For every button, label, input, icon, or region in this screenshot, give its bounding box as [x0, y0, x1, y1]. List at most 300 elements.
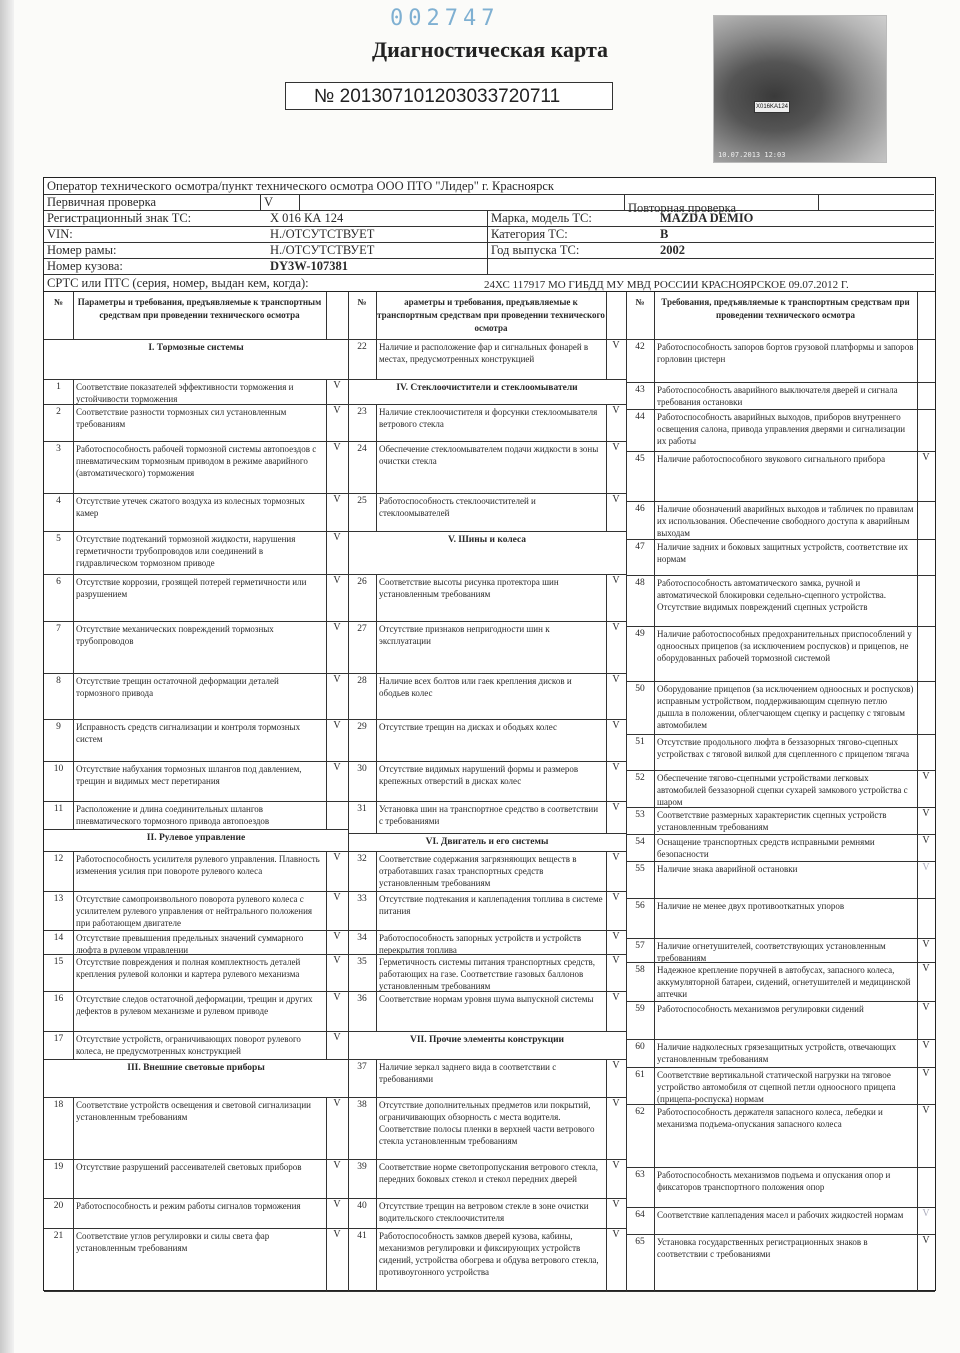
item-number: 7	[56, 624, 61, 634]
grid-line	[326, 1198, 327, 1228]
item-requirement: Наличие знака аварийной остановки	[657, 864, 798, 874]
item-number: 23	[357, 407, 367, 417]
item-number: 11	[53, 804, 64, 814]
check-mark: V	[333, 380, 341, 391]
grid-line	[376, 493, 377, 531]
item-requirement: Соответствие каплепадения масел и рабочих жидкостей нормам	[657, 1210, 904, 1220]
grid-line	[917, 861, 918, 898]
item-number: 54	[635, 837, 645, 847]
repeat-check-label: Повторная проверка	[628, 201, 737, 215]
item-requirement: Отсутствие утечек сжатого воздуха из колесных тормозных камер	[76, 496, 305, 518]
check-mark: V	[612, 1160, 620, 1171]
item-requirement: Отсутствие подтеканий тормозной жидкости, нарушения герметичности трубопроводов или соединений в гидравлическом тормозном приводе	[76, 534, 296, 568]
item-number: 60	[635, 1042, 645, 1052]
item-number: 34	[357, 933, 367, 943]
grid-line	[917, 962, 918, 1001]
item-number: 38	[357, 1100, 367, 1110]
grid-line	[73, 954, 74, 991]
item-requirement: Отсутствие признаков непригодности шин к эксплуатации	[379, 624, 550, 646]
grid-line	[606, 991, 607, 1031]
item-requirement: Работоспособность замков дверей кузова, кабины, механизмов регулировки и фиксирующих устройств сидений, устройства обогрева и обдува ветрового стекла, противоугонного устройства	[379, 1231, 599, 1277]
item-requirement: Соответствие разности тормозных сил установленным требованиям	[76, 407, 287, 429]
check-mark: V	[922, 1105, 930, 1116]
item-requirement: Установка шин на транспортное средство в соответствии с требованиями	[379, 804, 599, 826]
item-number: 41	[357, 1231, 367, 1241]
grid-line	[606, 719, 607, 761]
grid-line	[73, 930, 74, 954]
grid-line	[606, 292, 607, 339]
item-requirement: Отсутствие подтекания и каплепадения топлива в системе питания	[379, 894, 603, 916]
check-mark: V	[612, 1199, 620, 1210]
item-requirement: Работоспособность усилителя рулевого управления. Плавность изменения усилия при повороте рулевого колеса	[76, 854, 320, 876]
check-mark: V	[922, 1040, 930, 1051]
grid-line	[917, 770, 918, 807]
item-requirement: Работоспособность аварийных выходов, приборов внутреннего освещения салона, привода управления дверями и сигнализации их работы	[657, 412, 906, 446]
item-number: 3	[56, 444, 61, 454]
item-number: 32	[357, 854, 367, 864]
check-mark: V	[333, 720, 341, 731]
check-mark: V	[922, 1068, 930, 1079]
item-number: 57	[635, 941, 645, 951]
item-requirement: Отсутствие превышения предельных значений суммарного люфта в рулевом управлении	[76, 933, 304, 954]
check-mark: V	[612, 762, 620, 773]
item-number: 43	[635, 385, 645, 395]
grid-line	[326, 954, 327, 991]
check-mark: V	[333, 494, 341, 505]
item-requirement: Соответствие размерных характеристик сцепных устройств установленным требованиям	[657, 810, 887, 832]
grid-line	[326, 292, 327, 339]
item-number: 19	[53, 1162, 64, 1172]
grid-line	[654, 1067, 655, 1104]
grid-line	[654, 539, 655, 575]
item-number: 65	[635, 1237, 645, 1247]
item-requirement: Оборудование прицепов (за исключением одноосных и роспусков) исправным устройством, поддерживающим сцепную петлю дышла в положении, облегчающем сцепку и расцепку с тяговым автомобилем	[657, 684, 914, 730]
grid-line	[917, 339, 918, 382]
check-mark: V	[612, 1229, 620, 1240]
grid-line	[376, 930, 377, 954]
item-number: 28	[357, 676, 367, 686]
item-requirement: Наличие задних и боковых защитных устройств, соответствие их нормам	[657, 542, 909, 564]
grid-line	[606, 1228, 607, 1291]
item-number: 40	[357, 1201, 367, 1211]
check-mark: V	[612, 622, 620, 633]
check-mark: V	[612, 992, 620, 1003]
grid-line	[606, 801, 607, 833]
check-mark: V	[333, 955, 341, 966]
grid-line	[73, 1031, 74, 1059]
item-requirement: Исправность средств сигнализации и контроля тормозных систем	[76, 722, 301, 744]
inspection-table	[43, 291, 936, 1291]
column-header-text: араметры и требования, предъявляемые к транспортным средствам при проведении технического осмотра	[377, 297, 605, 333]
grid-line	[917, 734, 918, 770]
check-mark: V	[612, 852, 620, 863]
item-number: 24	[357, 444, 367, 454]
grid-line	[917, 807, 918, 834]
grid-line	[73, 761, 74, 801]
item-number: 12	[53, 854, 64, 864]
grid-line	[326, 493, 327, 531]
grid-line	[73, 801, 74, 829]
item-number: 50	[635, 684, 645, 694]
item-requirement: Наличие надколесных грязезащитных устройств, отвечающих установленным требованиям	[657, 1042, 897, 1064]
item-requirement: Наличие работоспособного звукового сигнального прибора	[657, 454, 886, 464]
item-requirement: Отсутствие трещин остаточной деформации деталей тормозного привода	[76, 676, 279, 698]
grid-line	[606, 1159, 607, 1198]
item-number: 64	[635, 1210, 645, 1220]
item-number: 51	[635, 737, 645, 747]
grid-line	[917, 681, 918, 734]
grid-line	[654, 575, 655, 626]
check-mark: V	[333, 575, 341, 586]
column-header-num: №	[53, 297, 64, 307]
item-requirement: Надежное крепление поручней в автобусах, запасного колеса, аккумуляторной батареи, сидений, огнетушителей и медицинской аптечки	[657, 965, 911, 999]
grid-line	[73, 1159, 74, 1198]
grid-line	[917, 292, 918, 339]
grid-line	[654, 382, 655, 409]
item-requirement: Работоспособность механизмов подъема и опускания опор и фиксаторов транспортного положения опор	[657, 1170, 891, 1192]
grid-line	[73, 1198, 74, 1228]
make-model-value: MAZDA DEMIO	[660, 211, 754, 225]
item-requirement: Отсутствие самопроизвольного поворота рулевого колеса с усилителем рулевого управления от нейтрального положения при работающем двигателе	[76, 894, 313, 928]
item-number: 14	[53, 933, 64, 943]
grid-line	[326, 531, 327, 574]
item-requirement: Соответствие нормам уровня шума выпускной системы	[379, 994, 594, 1004]
registration-doc-label: СРТС или ПТС (серия, номер, выдан кем, когда):	[47, 276, 309, 290]
check-mark: V	[333, 852, 341, 863]
item-requirement: Соответствие устройств освещения и световой сигнализации установленным требованиям	[76, 1100, 311, 1122]
grid-line	[376, 1228, 377, 1291]
grid-line	[376, 761, 377, 801]
item-requirement: Работоспособность стеклоочистителей и стеклоомывателей	[379, 496, 536, 518]
check-mark: V	[612, 931, 620, 942]
grid-line	[73, 531, 74, 574]
frame-value: Н./ОТСУТСТВУЕТ	[270, 243, 375, 257]
item-requirement: Наличие работоспособных предохранительных приспособлений у одноосных прицепов (за исключением роспусков) и прицепов, не оборудованных рабочей тормозной системой	[657, 629, 912, 663]
grid-line	[606, 404, 607, 441]
grid-line	[917, 501, 918, 539]
check-mark: V	[333, 931, 341, 942]
item-number: 35	[357, 957, 367, 967]
section-heading: III. Внешние световые приборы	[127, 1063, 265, 1073]
item-requirement: Отсутствие видимых нарушений формы и размеров крепежных отверстий в дисках колес	[379, 764, 579, 786]
grid-line	[73, 891, 74, 930]
item-requirement: Работоспособность аварийного выключателя дверей и сигнала требования остановки	[657, 385, 898, 407]
operator-name: Оператор технического осмотра/пункт технического осмотра ООО ПТО "Лидер" г. Красноярск	[47, 179, 555, 193]
primary-check-mark: V	[264, 195, 274, 209]
check-mark: V	[333, 1098, 341, 1109]
item-number: 27	[357, 624, 367, 634]
item-number: 10	[53, 764, 64, 774]
grid-line	[348, 1291, 626, 1292]
item-requirement: Наличие огнетушителей, соответствующих установленным требованиям	[657, 941, 886, 962]
item-requirement: Соответствие показателей эффективности торможения и устойчивости торможения	[76, 382, 294, 404]
check-mark: V	[922, 939, 930, 950]
photo-timestamp: 10.07.2013 12:03	[718, 151, 786, 159]
item-number: 44	[635, 412, 645, 422]
item-requirement: Соответствие высоты рисунка протектора шин установленным требованиям	[379, 577, 559, 599]
grid-line	[376, 441, 377, 493]
item-number: 52	[635, 773, 645, 783]
grid-line	[917, 1039, 918, 1067]
check-mark: V	[333, 442, 341, 453]
grid-line	[376, 404, 377, 441]
grid-line	[654, 1207, 655, 1234]
grid-line	[376, 719, 377, 761]
grid-line	[326, 621, 327, 673]
grid-line	[73, 1097, 74, 1159]
grid-line	[326, 991, 327, 1031]
check-mark: V	[922, 1002, 930, 1013]
check-mark: V	[612, 720, 620, 731]
grid-line	[606, 851, 607, 891]
item-number: 16	[53, 994, 64, 1004]
item-requirement: Отсутствие коррозии, грозящей потерей герметичности или разрушением	[76, 577, 307, 599]
grid-line	[654, 834, 655, 861]
check-mark	[917, 1167, 935, 1207]
grid-line	[376, 339, 377, 379]
grid-line	[606, 574, 607, 621]
registration-doc-value: 24ХС 117917 МО ГИБДД МУ МВД РОССИИ КРАСНОЯРСКОЕ 09.07.2012 Г.	[484, 279, 849, 291]
grid-line	[917, 1104, 918, 1167]
item-requirement: Соответствие содержания загрязняющих веществ в отработавших газах транспортных средств установленным требованиям	[379, 854, 577, 888]
grid-line	[606, 954, 607, 991]
item-requirement: Наличие и расположение фар и сигнальных фонарей в местах, предусмотренных конструкцией	[379, 342, 589, 364]
item-requirement: Соответствие вертикальной статической нагрузки на тяговое устройство автомобиля от сцепной петли одноосного прицепа (прицепа-роспуска) нормам	[657, 1070, 896, 1104]
item-number: 9	[56, 722, 61, 732]
check-mark: V	[922, 452, 930, 463]
grid-line	[654, 339, 655, 382]
item-number: 17	[53, 1034, 64, 1044]
item-requirement: Соответствие углов регулировки и силы света фар установленным требованиям	[76, 1231, 270, 1253]
item-number: 61	[635, 1070, 645, 1080]
check-mark: V	[612, 955, 620, 966]
grid-line	[917, 382, 918, 409]
grid-line	[654, 898, 655, 938]
item-number: 18	[53, 1100, 64, 1110]
check-mark: V	[612, 1060, 620, 1071]
grid-line	[917, 1207, 918, 1234]
category-label: Категория ТС:	[491, 227, 568, 241]
item-requirement: Наличие всех болтов или гаек крепления дисков и ободьев колес	[379, 676, 572, 698]
section-heading: V. Шины и колеса	[447, 535, 527, 545]
check-mark: V	[333, 762, 341, 773]
item-number: 45	[635, 454, 645, 464]
grid-line	[73, 379, 74, 404]
grid-line	[376, 574, 377, 621]
column-header-num: №	[357, 297, 367, 307]
grid-line	[326, 574, 327, 621]
body-number-label: Номер кузова:	[47, 259, 123, 273]
vin-value: Н./ОТСУТСТВУЕТ	[270, 227, 375, 241]
check-mark: V	[922, 963, 930, 974]
check-mark: V	[612, 802, 620, 813]
frame-label: Номер рамы:	[47, 243, 117, 257]
grid-line	[654, 1104, 655, 1167]
grid-line	[326, 891, 327, 930]
check-mark: V	[333, 992, 341, 1003]
item-requirement: Наличие обозначений аварийных выходов и табличек по правилам их использования. Обеспечение свободного доступа к аварийным выходам	[657, 504, 914, 538]
check-mark	[917, 339, 935, 382]
item-number: 58	[635, 965, 645, 975]
grid-line	[917, 539, 918, 575]
item-number: 59	[635, 1004, 645, 1014]
grid-line	[606, 1059, 607, 1097]
grid-line	[917, 938, 918, 962]
reg-plate-value: Х 016 КА 124	[270, 211, 344, 225]
grid-line	[44, 1291, 348, 1292]
item-requirement: Отсутствие набухания тормозных шлангов под давлением, трещин и видимых мест перетирания	[76, 764, 302, 786]
grid-line	[606, 441, 607, 493]
grid-line	[917, 626, 918, 681]
check-mark: V	[612, 1098, 620, 1109]
grid-line	[606, 1198, 607, 1228]
check-mark	[917, 501, 935, 539]
check-mark	[917, 539, 935, 575]
item-requirement: Герметичность системы питания транспортных средств, работающих на газе. Соответствие газовых баллонов установленным требованиям	[379, 957, 596, 991]
grid-line	[376, 851, 377, 891]
check-mark	[917, 681, 935, 734]
photo-plate: X016KA124	[754, 101, 790, 113]
reg-plate-label: Регистрационный знак ТС:	[47, 211, 192, 225]
grid-line	[326, 801, 327, 829]
item-number: 29	[357, 722, 367, 732]
grid-line	[917, 1067, 918, 1104]
item-number: 2	[56, 407, 61, 417]
section-heading: IV. Стеклоочистители и стеклоомыватели	[396, 383, 578, 393]
vehicle-photo	[713, 15, 887, 163]
year-value: 2002	[660, 243, 685, 257]
item-number: 15	[53, 957, 64, 967]
item-number: 55	[635, 864, 645, 874]
item-number: 31	[357, 804, 367, 814]
grid-line	[654, 626, 655, 681]
grid-line	[73, 493, 74, 531]
grid-line	[376, 801, 377, 833]
grid-line	[654, 1001, 655, 1039]
item-requirement: Отсутствие устройств, ограничивающих поворот рулевого колеса, не предусмотренных конструкцией	[76, 1034, 301, 1056]
item-requirement: Отсутствие разрушений рассеивателей световых приборов	[76, 1162, 302, 1172]
grid-line	[606, 673, 607, 719]
section-heading: VII. Прочие элементы конструкции	[409, 1035, 565, 1045]
item-requirement: Работоспособность автоматического замка, ручной и автоматической блокировки седельно-сцепного устройства. Отсутствие видимых повреждений сцепных устройств	[657, 578, 887, 612]
year-label: Год выпуска ТС:	[491, 243, 580, 257]
grid-line	[654, 501, 655, 539]
check-mark: V	[333, 1160, 341, 1171]
grid-line	[73, 574, 74, 621]
grid-line	[73, 621, 74, 673]
item-number: 1	[56, 382, 61, 392]
item-number: 63	[635, 1170, 645, 1180]
check-mark: V	[333, 1229, 341, 1240]
item-number: 53	[635, 810, 645, 820]
item-requirement: Наличие зеркал заднего вида в соответствии с требованиями	[379, 1062, 557, 1084]
item-requirement: Наличие стеклоочистителя и форсунки стеклоомывателя ветрового стекла	[379, 407, 598, 429]
check-mark: V	[333, 1032, 341, 1043]
check-mark	[917, 382, 935, 409]
item-requirement: Отсутствие трещин на ветровом стекле в зоне очистки водительского стеклоочистителя	[379, 1201, 589, 1223]
scan-edge-shadow	[0, 0, 14, 1353]
grid-line	[606, 493, 607, 531]
item-number: 56	[635, 901, 645, 911]
grid-line	[654, 292, 655, 339]
item-number: 47	[635, 542, 645, 552]
item-number: 13	[53, 894, 64, 904]
check-mark	[917, 898, 935, 938]
item-requirement: Отсутствие продольного люфта в беззазорных тягово-сцепных устройствах с тяговой вилкой для сцепленного с прицепом тягача	[657, 737, 910, 759]
grid-line	[606, 621, 607, 673]
grid-line	[326, 930, 327, 954]
item-requirement: Установка государственных регистрационных знаков в соответствии с требованиями	[657, 1237, 868, 1259]
grid-line	[73, 719, 74, 761]
grid-line	[917, 1001, 918, 1039]
item-requirement: Оснащение транспортных средств исправными ремнями безопасности	[657, 837, 875, 859]
item-number: 20	[53, 1201, 64, 1211]
check-mark	[917, 626, 935, 681]
vin-label: VIN:	[47, 227, 73, 241]
check-mark	[917, 575, 935, 626]
grid-line	[654, 962, 655, 1001]
item-requirement: Отсутствие следов остаточной деформации, трещин и других дефектов в рулевом механизме и рулевом приводе	[76, 994, 313, 1016]
item-number: 21	[53, 1231, 64, 1241]
category-value: B	[660, 227, 669, 241]
card-number: № 201307101203033720711	[285, 82, 613, 110]
grid-line	[326, 1228, 327, 1291]
item-number: 22	[357, 342, 367, 352]
grid-line	[606, 339, 607, 379]
grid-line	[376, 891, 377, 930]
grid-line	[376, 1159, 377, 1198]
grid-line	[73, 851, 74, 891]
grid-line	[606, 891, 607, 930]
grid-line	[326, 441, 327, 493]
grid-line	[73, 404, 74, 441]
column-header-text: Параметры и требования, предъявляемые к транспортным средствам при проведении технического осмотра	[77, 297, 322, 320]
check-mark	[917, 734, 935, 770]
check-mark: V	[922, 835, 930, 846]
item-number: 48	[635, 578, 645, 588]
grid-line	[326, 851, 327, 891]
grid-line	[376, 621, 377, 673]
check-mark: V	[612, 442, 620, 453]
item-requirement: Отсутствие механических повреждений тормозных трубопроводов	[76, 624, 274, 646]
item-requirement: Отсутствие дополнительных предметов или покрытий, ограничивающих обзорность с места водителя. Соответствие полосы пленки в верхней части ветрового стекла установленным требованиям	[379, 1100, 595, 1146]
item-requirement: Работоспособность механизмов регулировки сидений	[657, 1004, 864, 1014]
grid-line	[73, 991, 74, 1031]
grid-line	[654, 1039, 655, 1067]
item-number: 5	[56, 534, 61, 544]
grid-line	[626, 1291, 935, 1292]
item-requirement: Отсутствие трещин на дисках и ободьях колес	[379, 722, 557, 732]
item-requirement: Работоспособность держателя запасного колеса, лебедки и механизма подъема-опускания запасного колеса	[657, 1107, 883, 1129]
grid-line	[654, 938, 655, 962]
item-requirement: Расположение и длина соединительных шлангов пневматического тормозного привода автопоездов	[76, 804, 270, 826]
item-requirement: Наличие не менее двух противооткатных упоров	[657, 901, 845, 911]
item-number: 8	[56, 676, 61, 686]
grid-line	[376, 954, 377, 991]
check-mark	[326, 801, 348, 829]
grid-line	[917, 898, 918, 938]
grid-line	[376, 292, 377, 339]
grid-line	[654, 734, 655, 770]
check-mark: V	[922, 808, 930, 819]
item-number: 46	[635, 504, 645, 514]
grid-line	[917, 409, 918, 451]
item-number: 26	[357, 577, 367, 587]
grid-line	[376, 1097, 377, 1159]
document-title: Диагностическая карта	[372, 37, 609, 62]
check-mark: V	[333, 622, 341, 633]
item-number: 62	[635, 1107, 645, 1117]
